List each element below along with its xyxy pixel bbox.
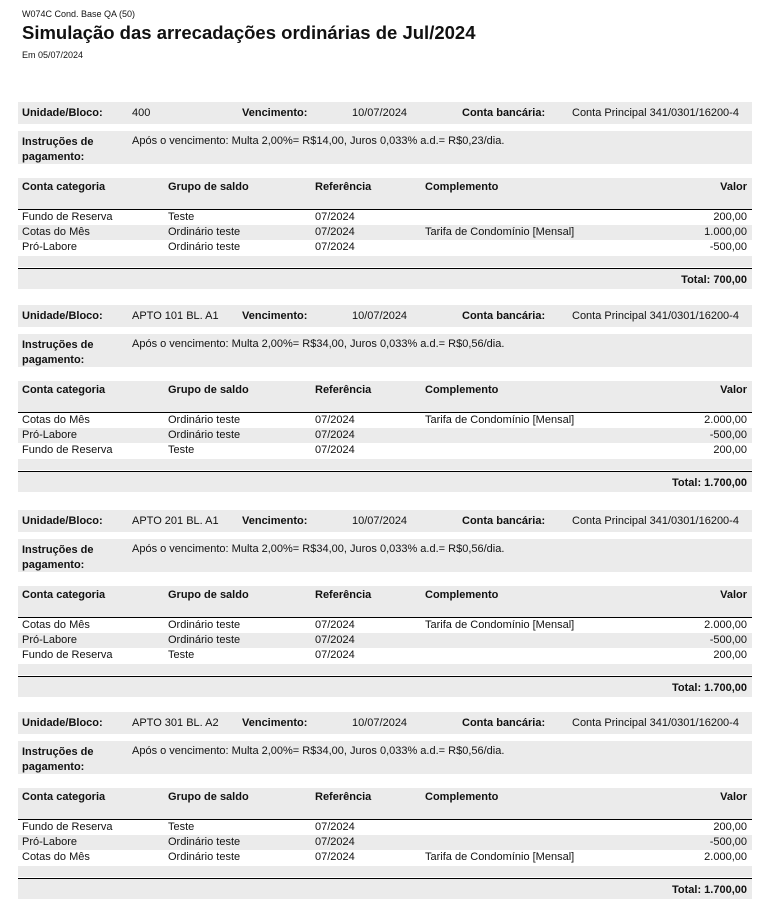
instructions-label-line1: Instruções de: [22, 544, 94, 556]
header-spacer: [18, 604, 752, 618]
table-footer-spacer: [18, 866, 752, 877]
table-row: [18, 240, 752, 255]
col-complement-header: Complemento: [425, 791, 499, 803]
cell-category: Pró-Labore: [22, 836, 78, 848]
cell-group: Teste: [168, 821, 195, 833]
cell-reference: 07/2024: [315, 414, 355, 426]
instructions-text: Após o vencimento: Multa 2,00%= R$14,00, Juros 0,033% a.d.= R$0,23/dia.: [132, 135, 505, 147]
cell-value: -500,00: [709, 836, 747, 848]
instructions-label: [22, 338, 94, 368]
account-label: Conta bancária:: [462, 310, 546, 322]
unit-label: Unidade/Bloco:: [22, 310, 103, 322]
cell-reference: 07/2024: [315, 821, 355, 833]
cell-category: Fundo de Reserva: [22, 821, 113, 833]
cell-value: 200,00: [713, 444, 747, 456]
cell-value: 1.000,00: [704, 226, 747, 238]
instructions-text: Após o vencimento: Multa 2,00%= R$34,00, Juros 0,033% a.d.= R$0,56/dia.: [132, 745, 505, 757]
cell-group: Ordinário teste: [168, 226, 241, 238]
account-label: Conta bancária:: [462, 717, 546, 729]
cell-category: Cotas do Mês: [22, 851, 90, 863]
unit-value: 400: [132, 107, 151, 119]
cell-category: Pró-Labore: [22, 634, 78, 646]
cell-complement: Tarifa de Condomínio [Mensal]: [425, 414, 575, 426]
cell-category: Cotas do Mês: [22, 226, 90, 238]
unit-value: APTO 301 BL. A2: [132, 717, 219, 729]
cell-category: Cotas do Mês: [22, 619, 90, 631]
table-row: [18, 648, 752, 663]
cell-group: Ordinário teste: [168, 851, 241, 863]
col-value-header: Valor: [720, 181, 747, 193]
cell-complement: Tarifa de Condomínio [Mensal]: [425, 619, 575, 631]
cell-reference: 07/2024: [315, 211, 355, 223]
table-row: [18, 618, 752, 633]
instructions-row: [18, 334, 752, 367]
col-group-header: Grupo de saldo: [168, 791, 249, 803]
table-row: [18, 413, 752, 428]
cell-group: Teste: [168, 444, 195, 456]
table-footer-spacer: [18, 664, 752, 675]
instructions-label: [22, 745, 94, 775]
col-complement-header: Complemento: [425, 589, 499, 601]
cell-value: 2.000,00: [704, 851, 747, 863]
cell-reference: 07/2024: [315, 226, 355, 238]
instructions-text: Após o vencimento: Multa 2,00%= R$34,00, Juros 0,033% a.d.= R$0,56/dia.: [132, 543, 505, 555]
cell-group: Ordinário teste: [168, 429, 241, 441]
col-category-header: Conta categoria: [22, 384, 106, 396]
cell-value: -500,00: [709, 241, 747, 253]
cell-category: Fundo de Reserva: [22, 444, 113, 456]
table-header: [18, 788, 752, 806]
instructions-label-line1: Instruções de: [22, 746, 94, 758]
instructions-row: [18, 741, 752, 774]
cell-value: 2.000,00: [704, 619, 747, 631]
total-value: Total: 1.700,00: [672, 884, 747, 896]
instructions-label: [22, 543, 94, 573]
table-row: [18, 443, 752, 458]
unit-value: APTO 201 BL. A1: [132, 515, 219, 527]
cell-value: -500,00: [709, 634, 747, 646]
table-footer-spacer: [18, 256, 752, 267]
col-group-header: Grupo de saldo: [168, 589, 249, 601]
unit-info-row: [18, 102, 752, 124]
header-spacer: [18, 399, 752, 413]
col-category-header: Conta categoria: [22, 589, 106, 601]
cell-complement: Tarifa de Condomínio [Mensal]: [425, 851, 575, 863]
unit-label: Unidade/Bloco:: [22, 107, 103, 119]
instructions-row: [18, 131, 752, 164]
total-row: [18, 677, 752, 697]
table-row: [18, 210, 752, 225]
account-value: Conta Principal 341/0301/16200-4: [572, 717, 739, 729]
unit-section: [18, 712, 752, 912]
unit-label: Unidade/Bloco:: [22, 515, 103, 527]
company-name: W074C Cond. Base QA (50): [22, 9, 136, 19]
header-spacer: [18, 196, 752, 210]
instructions-label-line2: pagamento:: [22, 559, 85, 571]
col-reference-header: Referência: [315, 384, 372, 396]
account-value: Conta Principal 341/0301/16200-4: [572, 310, 739, 322]
account-value: Conta Principal 341/0301/16200-4: [572, 515, 739, 527]
col-complement-header: Complemento: [425, 181, 499, 193]
cell-category: Cotas do Mês: [22, 414, 90, 426]
cell-value: 200,00: [713, 211, 747, 223]
cell-group: Ordinário teste: [168, 414, 241, 426]
instructions-label-line2: pagamento:: [22, 761, 85, 773]
unit-section: [18, 510, 752, 710]
report-date: Em 05/07/2024: [22, 50, 84, 60]
account-value: Conta Principal 341/0301/16200-4: [572, 107, 739, 119]
due-value: 10/07/2024: [352, 515, 408, 527]
cell-value: 200,00: [713, 649, 747, 661]
header-spacer: [18, 806, 752, 820]
cell-value: 2.000,00: [704, 414, 747, 426]
cell-reference: 07/2024: [315, 241, 355, 253]
col-value-header: Valor: [720, 384, 747, 396]
table-row: [18, 225, 752, 240]
cell-reference: 07/2024: [315, 634, 355, 646]
total-row: [18, 879, 752, 899]
instructions-label-line2: pagamento:: [22, 354, 85, 366]
due-value: 10/07/2024: [352, 717, 408, 729]
cell-category: Pró-Labore: [22, 241, 78, 253]
table-header: [18, 381, 752, 399]
col-reference-header: Referência: [315, 791, 372, 803]
cell-category: Pró-Labore: [22, 429, 78, 441]
unit-value: APTO 101 BL. A1: [132, 310, 219, 322]
table-row: [18, 850, 752, 865]
cell-complement: Tarifa de Condomínio [Mensal]: [425, 226, 575, 238]
page-title: Simulação das arrecadações ordinárias de Jul/2024: [22, 22, 476, 43]
cell-group: Ordinário teste: [168, 241, 241, 253]
col-category-header: Conta categoria: [22, 181, 106, 193]
due-label: Vencimento:: [242, 515, 308, 527]
due-label: Vencimento:: [242, 310, 308, 322]
instructions-row: [18, 539, 752, 572]
cell-group: Ordinário teste: [168, 634, 241, 646]
cell-reference: 07/2024: [315, 649, 355, 661]
total-value: Total: 1.700,00: [672, 682, 747, 694]
account-label: Conta bancária:: [462, 515, 546, 527]
table-footer-spacer: [18, 459, 752, 470]
col-group-header: Grupo de saldo: [168, 181, 249, 193]
col-complement-header: Complemento: [425, 384, 499, 396]
cell-group: Teste: [168, 649, 195, 661]
col-group-header: Grupo de saldo: [168, 384, 249, 396]
instructions-label-line1: Instruções de: [22, 136, 94, 148]
table-row: [18, 835, 752, 850]
total-value: Total: 700,00: [681, 274, 747, 286]
col-reference-header: Referência: [315, 181, 372, 193]
col-value-header: Valor: [720, 589, 747, 601]
table-header: [18, 586, 752, 604]
account-label: Conta bancária:: [462, 107, 546, 119]
cell-reference: 07/2024: [315, 619, 355, 631]
instructions-label: [22, 135, 94, 165]
instructions-label-line1: Instruções de: [22, 339, 94, 351]
due-value: 10/07/2024: [352, 107, 408, 119]
total-row: [18, 472, 752, 492]
table-row: [18, 633, 752, 648]
cell-group: Ordinário teste: [168, 619, 241, 631]
table-header: [18, 178, 752, 196]
cell-category: Fundo de Reserva: [22, 211, 113, 223]
unit-label: Unidade/Bloco:: [22, 717, 103, 729]
cell-reference: 07/2024: [315, 836, 355, 848]
unit-info-row: [18, 510, 752, 532]
cell-reference: 07/2024: [315, 851, 355, 863]
cell-group: Teste: [168, 211, 195, 223]
unit-section: [18, 102, 752, 302]
col-reference-header: Referência: [315, 589, 372, 601]
cell-category: Fundo de Reserva: [22, 649, 113, 661]
unit-info-row: [18, 305, 752, 327]
cell-value: -500,00: [709, 429, 747, 441]
cell-value: 200,00: [713, 821, 747, 833]
due-value: 10/07/2024: [352, 310, 408, 322]
cell-reference: 07/2024: [315, 444, 355, 456]
unit-section: [18, 305, 752, 505]
cell-group: Ordinário teste: [168, 836, 241, 848]
col-value-header: Valor: [720, 791, 747, 803]
cell-reference: 07/2024: [315, 429, 355, 441]
total-value: Total: 1.700,00: [672, 477, 747, 489]
table-row: [18, 428, 752, 443]
instructions-label-line2: pagamento:: [22, 151, 85, 163]
unit-info-row: [18, 712, 752, 734]
due-label: Vencimento:: [242, 107, 308, 119]
col-category-header: Conta categoria: [22, 791, 106, 803]
table-row: [18, 820, 752, 835]
due-label: Vencimento:: [242, 717, 308, 729]
total-row: [18, 269, 752, 289]
instructions-text: Após o vencimento: Multa 2,00%= R$34,00, Juros 0,033% a.d.= R$0,56/dia.: [132, 338, 505, 350]
